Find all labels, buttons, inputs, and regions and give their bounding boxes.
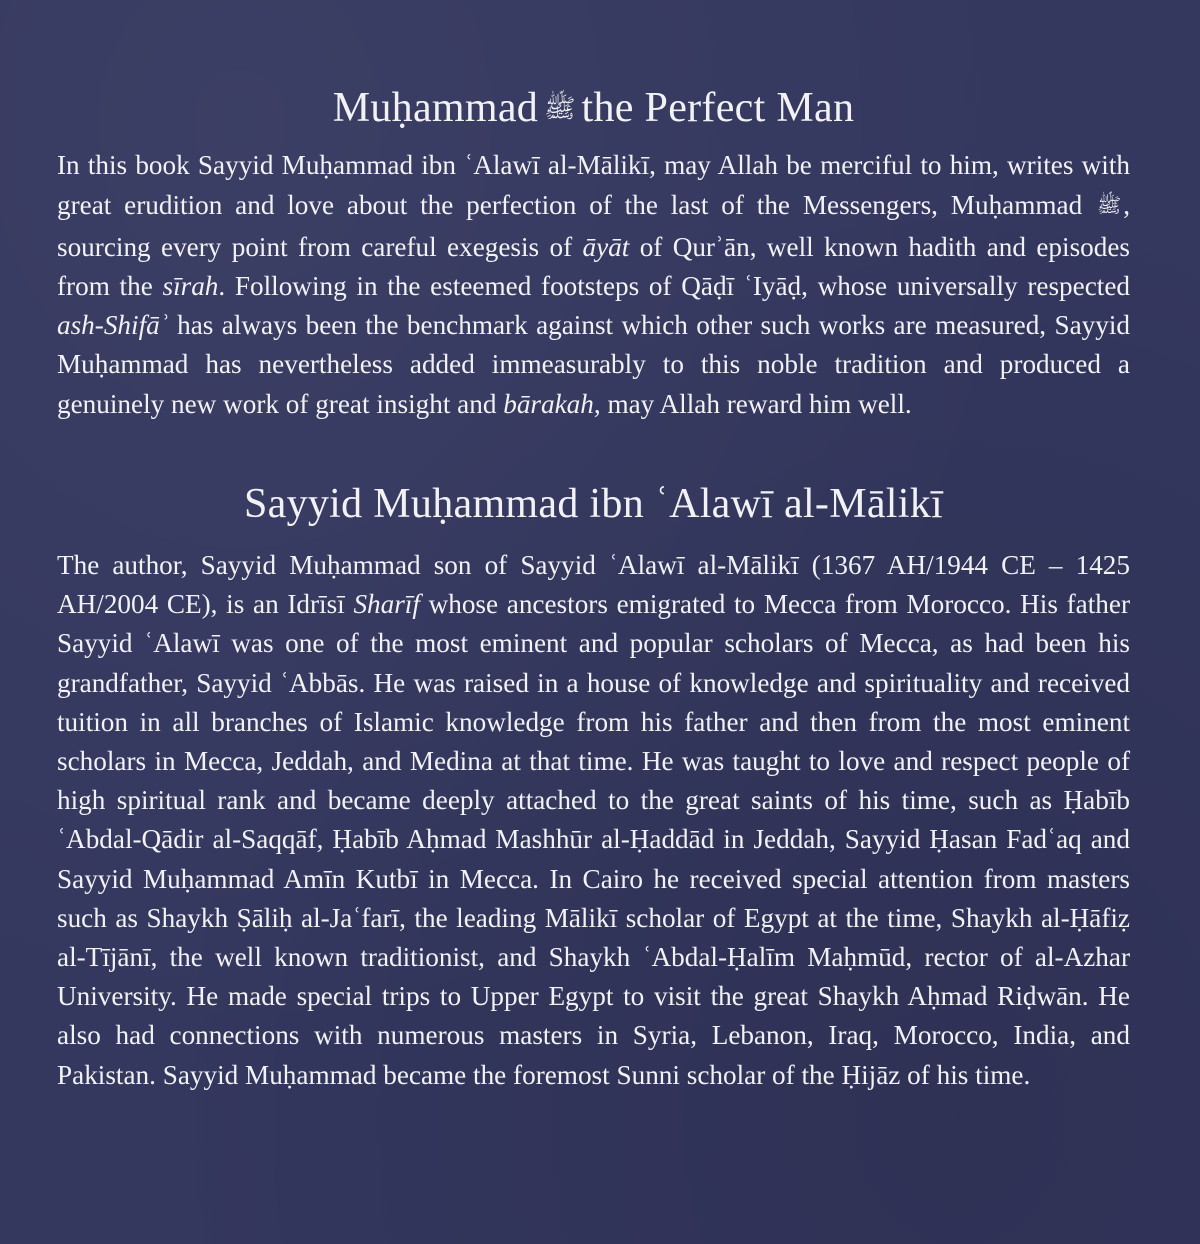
book-title-start: Muḥammad [332, 85, 539, 131]
italic-term: bārakah [503, 388, 594, 419]
book-description [57, 146, 1130, 423]
author-heading: Sayyid Muḥammad ibn ʿAlawī al-Mālikī [243, 480, 944, 527]
honorific-glyph-icon: ﷺ [1097, 194, 1122, 217]
text-run: . Following in the esteemed footsteps of Qāḍī ʿIyāḍ, whose universally respected [218, 270, 1130, 301]
italic-term: āyāt [582, 231, 630, 262]
author-section [57, 480, 1130, 1095]
book-title-end: the Perfect Man [581, 85, 855, 131]
text-run: In this book Sayyid Muḥammad ibn ʿAlawī al-Mālikī, may Allah be merciful to him, writes with great erudition and love about the perfection of the last of the Messengers, Muḥammad [57, 150, 1130, 220]
text-run: , sourcing every point from careful exegesis of [57, 189, 1130, 262]
text-run: has always been the benchmark against which other such works are measured, Sayyid Muḥammad has nevertheless added immeasurably to this noble tradition and produced a genuinely new work of great insight and [57, 310, 1130, 419]
book-section [57, 84, 1130, 424]
italic-term: Sharīf [353, 589, 420, 620]
italic-term: ash-Shifāʾ [57, 310, 169, 341]
text-run: The author, Sayyid Muḥammad son of Sayyid ʿAlawī al-Mālikī (1367 AH/1944 CE – 1425 AH/2004 CE), is an Idrīsī [57, 550, 1130, 620]
italic-term: sīrah [162, 270, 219, 301]
honorific-glyph-icon: ﷺ [544, 94, 576, 124]
text-run: whose ancestors emigrated to Mecca from Morocco. His father Sayyid ʿAlawī was one of the most eminent and popular scholars of Mecca, as had been his grandfather, Sayyid ʿAbbās. He was raised in a house of knowledge and spirituality and received tuition in all branches of Islamic knowledge from his father and then from the most eminent scholars in Mecca, Jeddah, and Medina at that time. He was taught to love and respect people of high spiritual rank and became deeply attached to the great saints of his time, such as Ḥabīb ʿAbdal-Qādir al-Saqqāf, Ḥabīb Aḥmad Mashhūr al-Ḥaddād in Jeddah, Sayyid Ḥasan Fadʿaq and Sayyid Muḥammad Amīn Kutbī in Mecca. In Cairo he received special attention from masters such as Shaykh Ṣāliḥ al-Jaʿfarī, the leading Mālikī scholar of Egypt at the time, Shaykh al-Ḥāfiẓ al-Tījānī, the well known traditionist, and Shaykh ʿAbdal-Ḥalīm Maḥmūd, rector of al-Azhar University. He made special trips to Upper Egypt to visit the great Shaykh Aḥmad Riḍwān. He also had connections with numerous masters in Syria, Lebanon, Iraq, Morocco, India, and Pakistan. Sayyid Muḥammad became the foremost Sunni scholar of the Ḥijāz of his time. [57, 589, 1130, 1090]
book-title [57, 84, 1130, 132]
text-run: , may Allah reward him well. [593, 388, 912, 419]
author-biography [57, 546, 1130, 1095]
text-run: of Qurʾān, well known hadith and episodes from the [57, 231, 1130, 301]
